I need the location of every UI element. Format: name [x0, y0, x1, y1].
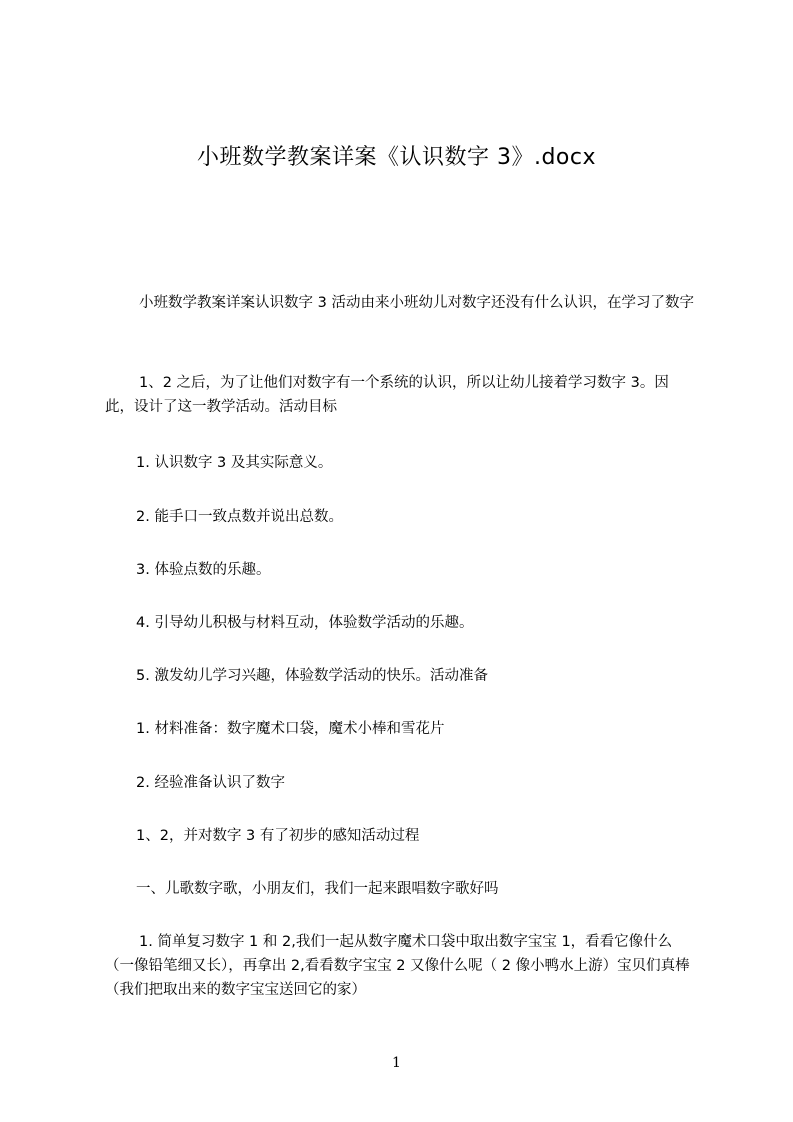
goal-item-5: 5. 激发幼儿学习兴趣，体验数学活动的快乐。活动准备	[136, 668, 488, 684]
goal-item-3: 3. 体验点数的乐趣。	[136, 562, 271, 578]
prep-item-1: 1. 材料准备：数字魔术口袋，魔术小棒和雪花片	[136, 721, 445, 737]
prep-item-2: 2. 经验准备认识了数字	[136, 775, 285, 791]
page-number: 1	[392, 1055, 401, 1071]
document-title: 小班数学教案详案《认识数字 3》.docx	[196, 145, 597, 170]
prep-item-2-continued: 1、2，并对数字 3 有了初步的感知活动过程	[136, 828, 420, 844]
goal-item-2: 2. 能手口一致点数并说出总数。	[136, 509, 343, 525]
paragraph-background: 1、2 之后，为了让他们对数字有一个系统的认识，所以让幼儿接着学习数字 3。因此，设计了这一教学活动。活动目标	[105, 375, 669, 415]
step-item-1: 1. 简单复习数字 1 和 2,我们一起从数字魔术口袋中取出数字宝宝 1，看看它像什么（一像铅笔细又长），再拿出 2,看看数字宝宝 2 又像什么呢（ 2 像小鸭水上游）宝贝们真棒（我们把取出来的数字宝宝送回它的家）	[105, 934, 690, 998]
paragraph-intro: 小班数学教案详案认识数字 3 活动由来小班幼儿对数字还没有什么认识，在学习了数字	[139, 295, 694, 311]
goal-item-4: 4. 引导幼儿积极与材料互动，体验数学活动的乐趣。	[136, 615, 474, 631]
section-heading-1: 一、儿歌数字歌，小朋友们，我们一起来跟唱数字歌好吗	[136, 881, 499, 897]
goal-item-1: 1. 认识数字 3 及其实际意义。	[136, 455, 333, 471]
